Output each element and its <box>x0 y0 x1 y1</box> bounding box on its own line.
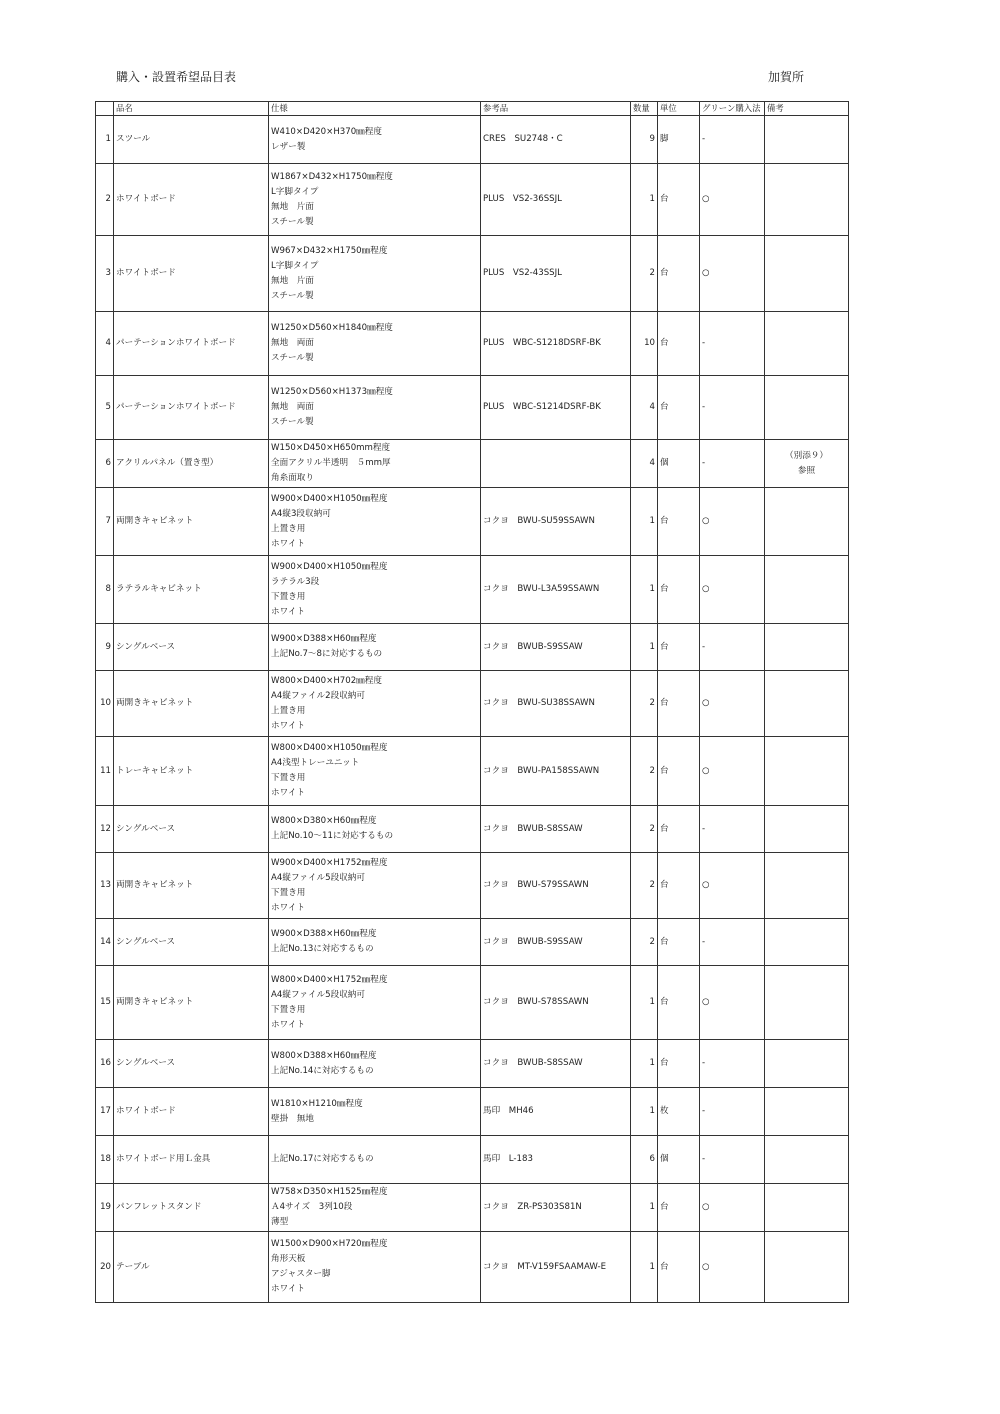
spec-cell <box>269 312 481 376</box>
unit-cell: 個 <box>658 1136 700 1184</box>
spec-line: W800×D388×H60㎜程度 <box>271 1050 377 1061</box>
row-number-cell: 6 <box>96 440 114 488</box>
unit-cell: 台 <box>658 1040 700 1088</box>
spec-line: 上置き用 <box>271 523 306 534</box>
item-name-cell: ホワイトボード <box>114 236 269 312</box>
reference-product-cell: 馬印 MH46 <box>481 1088 631 1136</box>
spec-cell <box>269 624 481 671</box>
spec-line: スチール製 <box>271 353 314 363</box>
unit-cell: 台 <box>658 236 700 312</box>
row-number-cell: 1 <box>96 116 114 164</box>
spec-cell <box>269 440 481 488</box>
table-row <box>96 1136 849 1184</box>
reference-product-cell: CRES SU2748・C <box>481 116 631 164</box>
row-number-cell: 16 <box>96 1040 114 1088</box>
quantity-cell: 9 <box>631 116 658 164</box>
spec-line: W900×D388×H60㎜程度 <box>271 929 377 939</box>
reference-product-cell: PLUS WBC-S1218DSRF-BK <box>481 312 631 376</box>
green-purchase-cell: - <box>700 624 765 671</box>
spec-line: W967×D432×H1750㎜程度 <box>271 245 388 256</box>
quantity-cell: 4 <box>631 440 658 488</box>
header-reference: 参考品 <box>481 102 631 116</box>
quantity-cell: 1 <box>631 1040 658 1088</box>
reference-product-cell: コクヨ BWUB-S8SSAW <box>481 806 631 853</box>
spec-line: 無地 片面 <box>271 201 314 212</box>
item-name-cell: ラテラルキャビネット <box>114 556 269 624</box>
table-row <box>96 1232 849 1303</box>
item-name-cell: パンフレットスタンド <box>114 1184 269 1232</box>
note-cell <box>765 671 849 737</box>
unit-cell: 個 <box>658 440 700 488</box>
spec-line: アジャスター脚 <box>271 1269 331 1279</box>
green-purchase-cell: - <box>700 1136 765 1184</box>
spec-cell <box>269 1088 481 1136</box>
item-name-cell: パーテーションホワイトボード <box>114 312 269 376</box>
spec-line: W900×D388×H60㎜程度 <box>271 634 377 644</box>
unit-cell: 台 <box>658 164 700 236</box>
reference-product-cell: PLUS VS2-43SSJL <box>481 236 631 312</box>
reference-product-cell: コクヨ BWU-L3A59SSAWN <box>481 556 631 624</box>
green-purchase-cell: - <box>700 1088 765 1136</box>
spec-line: ホワイト <box>271 788 306 798</box>
spec-line: 下置き用 <box>271 773 306 783</box>
note-line: （別添９） <box>785 450 828 461</box>
green-purchase-cell: ○ <box>700 737 765 806</box>
item-name-cell: 両開きキャビネット <box>114 966 269 1040</box>
spec-cell <box>269 1040 481 1088</box>
unit-cell: 脚 <box>658 116 700 164</box>
table-row <box>96 116 849 164</box>
spec-line: Ａ4サイズ 3列10段 <box>271 1202 353 1212</box>
item-name-cell: アクリルパネル（置き型） <box>114 440 269 488</box>
note-cell <box>765 1040 849 1088</box>
spec-line: 無地 両面 <box>271 338 314 348</box>
quantity-cell: 1 <box>631 1088 658 1136</box>
green-purchase-cell: ○ <box>700 853 765 919</box>
reference-product-cell: コクヨ MT-V159FSAAMAW-E <box>481 1232 631 1303</box>
green-purchase-cell: ○ <box>700 488 765 556</box>
green-purchase-cell: ○ <box>700 966 765 1040</box>
quantity-cell: 4 <box>631 376 658 440</box>
table-row <box>96 737 849 806</box>
table-row <box>96 312 849 376</box>
spec-line: W410×D420×H370㎜程度 <box>271 126 382 137</box>
table-row <box>96 966 849 1040</box>
table-row <box>96 488 849 556</box>
unit-cell: 台 <box>658 966 700 1040</box>
spec-line: 下置き用 <box>271 887 306 898</box>
unit-cell: 枚 <box>658 1088 700 1136</box>
table-row <box>96 919 849 966</box>
spec-line: ホワイト <box>271 1284 306 1294</box>
green-purchase-cell: ○ <box>700 1184 765 1232</box>
quantity-cell: 2 <box>631 919 658 966</box>
reference-product-cell: 馬印 L-183 <box>481 1136 631 1184</box>
note-cell <box>765 624 849 671</box>
row-number-cell: 2 <box>96 164 114 236</box>
spec-cell <box>269 806 481 853</box>
green-purchase-cell: - <box>700 919 765 966</box>
quantity-cell: 2 <box>631 737 658 806</box>
green-purchase-cell: - <box>700 1040 765 1088</box>
quantity-cell: 2 <box>631 236 658 312</box>
spec-line: 角糸面取り <box>271 473 314 483</box>
item-name-cell: スツール <box>114 116 269 164</box>
quantity-cell: 1 <box>631 624 658 671</box>
table-row <box>96 1184 849 1232</box>
row-number-cell: 18 <box>96 1136 114 1184</box>
spec-line: 下置き用 <box>271 1004 306 1015</box>
unit-cell: 台 <box>658 919 700 966</box>
spec-line: W800×D400×H1752㎜程度 <box>271 974 388 985</box>
spec-cell <box>269 116 481 164</box>
spec-line: A4縦ファイル5段収納可 <box>271 872 365 883</box>
item-name-cell: 両開きキャビネット <box>114 488 269 556</box>
spec-line: ホワイト <box>271 1019 306 1030</box>
header-spec: 仕様 <box>269 102 481 116</box>
spec-cell <box>269 236 481 312</box>
green-purchase-cell: - <box>700 376 765 440</box>
item-name-cell: シングルベース <box>114 919 269 966</box>
item-name-cell: ホワイトボード <box>114 164 269 236</box>
quantity-cell: 1 <box>631 966 658 1040</box>
spec-line: W800×D380×H60㎜程度 <box>271 816 377 826</box>
reference-product-cell: コクヨ BWU-S79SSAWN <box>481 853 631 919</box>
spec-line: 上記No.13に対応するもの <box>271 944 374 954</box>
quantity-cell: 2 <box>631 806 658 853</box>
green-purchase-cell: - <box>700 312 765 376</box>
table-row <box>96 806 849 853</box>
note-cell <box>765 1232 849 1303</box>
note-cell <box>765 966 849 1040</box>
spec-line: W1250×D560×H1840㎜程度 <box>271 323 393 333</box>
spec-line: 薄型 <box>271 1217 289 1227</box>
reference-product-cell: コクヨ BWUB-S9SSAW <box>481 919 631 966</box>
reference-product-cell: コクヨ BWU-SU38SSAWN <box>481 671 631 737</box>
item-name-cell: シングルベース <box>114 1040 269 1088</box>
table-row <box>96 1040 849 1088</box>
item-name-cell: シングルベース <box>114 806 269 853</box>
reference-product-cell: コクヨ BWUB-S9SSAW <box>481 624 631 671</box>
row-number-cell: 19 <box>96 1184 114 1232</box>
reference-product-cell <box>481 440 631 488</box>
green-purchase-cell: ○ <box>700 236 765 312</box>
spec-cell <box>269 966 481 1040</box>
spec-line: スチール製 <box>271 216 314 227</box>
reference-product-cell: コクヨ BWU-PA158SSAWN <box>481 737 631 806</box>
spec-line: W800×D400×H702㎜程度 <box>271 675 382 686</box>
spec-cell <box>269 1184 481 1232</box>
header-name: 品名 <box>114 102 269 116</box>
note-cell <box>765 1136 849 1184</box>
green-purchase-cell: ○ <box>700 164 765 236</box>
unit-cell: 台 <box>658 853 700 919</box>
row-number-cell: 11 <box>96 737 114 806</box>
item-name-cell: トレーキャビネット <box>114 737 269 806</box>
row-number-cell: 17 <box>96 1088 114 1136</box>
table-row <box>96 164 849 236</box>
note-cell <box>765 919 849 966</box>
green-purchase-cell: ○ <box>700 556 765 624</box>
row-number-cell: 12 <box>96 806 114 853</box>
item-name-cell: ホワイトボード <box>114 1088 269 1136</box>
reference-product-cell: PLUS VS2-36SSJL <box>481 164 631 236</box>
spec-line: A4縦3段収納可 <box>271 508 331 519</box>
spec-line: W900×D400×H1050㎜程度 <box>271 493 388 504</box>
spec-line: スチール製 <box>271 290 314 301</box>
table-row <box>96 556 849 624</box>
unit-cell: 台 <box>658 806 700 853</box>
table-row <box>96 624 849 671</box>
quantity-cell: 1 <box>631 556 658 624</box>
row-number-cell: 20 <box>96 1232 114 1303</box>
reference-product-cell: PLUS WBC-S1214DSRF-BK <box>481 376 631 440</box>
note-cell <box>765 1184 849 1232</box>
table-row <box>96 1088 849 1136</box>
note-cell <box>765 488 849 556</box>
green-purchase-cell: - <box>700 116 765 164</box>
spec-line: W1500×D900×H720㎜程度 <box>271 1239 388 1249</box>
quantity-cell: 2 <box>631 671 658 737</box>
note-line: 参照 <box>797 465 816 476</box>
green-purchase-cell: - <box>700 440 765 488</box>
row-number-cell: 5 <box>96 376 114 440</box>
spec-cell <box>269 376 481 440</box>
note-cell <box>765 556 849 624</box>
row-number-cell: 3 <box>96 236 114 312</box>
spec-line: スチール製 <box>271 417 314 427</box>
header-green-purchase: グリーン購入法 <box>700 102 765 116</box>
unit-cell: 台 <box>658 556 700 624</box>
spec-line: 無地 片面 <box>271 275 314 286</box>
header-no <box>96 102 114 116</box>
item-name-cell: シングルベース <box>114 624 269 671</box>
spec-cell <box>269 671 481 737</box>
spec-line: W900×D400×H1752㎜程度 <box>271 857 388 868</box>
spec-line: A4浅型トレーユニット <box>271 758 360 768</box>
header-note: 備考 <box>765 102 849 116</box>
note-cell <box>765 806 849 853</box>
spec-cell <box>269 488 481 556</box>
note-cell <box>765 1088 849 1136</box>
spec-line: 無地 両面 <box>271 402 314 412</box>
row-number-cell: 10 <box>96 671 114 737</box>
spec-line: ホワイト <box>271 720 306 731</box>
table-row <box>96 376 849 440</box>
spec-cell <box>269 737 481 806</box>
items-table <box>95 101 849 1303</box>
spec-line: 上置き用 <box>271 705 306 716</box>
spec-line: 角形天板 <box>271 1254 306 1264</box>
spec-line: ホワイト <box>271 538 306 549</box>
spec-line: W1250×D560×H1373㎜程度 <box>271 387 393 397</box>
header-unit: 単位 <box>658 102 700 116</box>
note-cell <box>765 312 849 376</box>
green-purchase-cell: ○ <box>700 671 765 737</box>
note-cell <box>765 236 849 312</box>
item-name-cell: ホワイトボード用Ｌ金具 <box>114 1136 269 1184</box>
table-row <box>96 853 849 919</box>
spec-cell <box>269 1232 481 1303</box>
spec-line: A4縦ファイル5段収納可 <box>271 989 365 1000</box>
spec-cell <box>269 853 481 919</box>
note-cell <box>765 116 849 164</box>
spec-line: 上記No.17に対応するもの <box>271 1154 374 1164</box>
spec-line: ホワイト <box>271 606 306 617</box>
item-name-cell: テーブル <box>114 1232 269 1303</box>
row-number-cell: 8 <box>96 556 114 624</box>
spec-line: W1867×D432×H1750㎜程度 <box>271 171 393 182</box>
row-number-cell: 13 <box>96 853 114 919</box>
item-name-cell: 両開きキャビネット <box>114 853 269 919</box>
row-number-cell: 9 <box>96 624 114 671</box>
table-body <box>96 116 849 1303</box>
spec-line: W1810×H1210㎜程度 <box>271 1098 363 1109</box>
office-name: 加賀所 <box>768 70 805 84</box>
green-purchase-cell: - <box>700 806 765 853</box>
reference-product-cell: コクヨ BWUB-S8SSAW <box>481 1040 631 1088</box>
spec-line: 上記No.10～11に対応するもの <box>271 831 394 841</box>
row-number-cell: 15 <box>96 966 114 1040</box>
quantity-cell: 10 <box>631 312 658 376</box>
note-cell <box>765 164 849 236</box>
spec-cell <box>269 1136 481 1184</box>
note-cell <box>765 440 849 488</box>
spec-line: 下置き用 <box>271 591 306 602</box>
spec-line: 全面アクリル半透明 ５mm厚 <box>271 458 391 468</box>
spec-cell <box>269 919 481 966</box>
quantity-cell: 2 <box>631 853 658 919</box>
reference-product-cell: コクヨ BWU-S78SSAWN <box>481 966 631 1040</box>
spec-line: 壁掛 無地 <box>271 1113 314 1124</box>
row-number-cell: 7 <box>96 488 114 556</box>
spec-line: W758×D350×H1525㎜程度 <box>271 1187 388 1197</box>
quantity-cell: 6 <box>631 1136 658 1184</box>
quantity-cell: 1 <box>631 1184 658 1232</box>
spec-line: W150×D450×H650mm程度 <box>271 443 391 453</box>
spec-cell <box>269 164 481 236</box>
quantity-cell: 1 <box>631 488 658 556</box>
unit-cell: 台 <box>658 737 700 806</box>
spec-line: L字脚タイプ <box>271 260 319 271</box>
table-row <box>96 671 849 737</box>
spec-line: ラテラル3段 <box>271 576 320 587</box>
reference-product-cell: コクヨ BWU-SU59SSAWN <box>481 488 631 556</box>
row-number-cell: 4 <box>96 312 114 376</box>
unit-cell: 台 <box>658 312 700 376</box>
item-name-cell: パーテーションホワイトボード <box>114 376 269 440</box>
spec-line: 上記No.14に対応するもの <box>271 1065 374 1076</box>
header-qty: 数量 <box>631 102 658 116</box>
spec-cell <box>269 556 481 624</box>
quantity-cell: 1 <box>631 164 658 236</box>
note-cell <box>765 737 849 806</box>
green-purchase-cell: ○ <box>700 1232 765 1303</box>
spec-line: W900×D400×H1050㎜程度 <box>271 561 388 572</box>
unit-cell: 台 <box>658 488 700 556</box>
unit-cell: 台 <box>658 671 700 737</box>
unit-cell: 台 <box>658 1184 700 1232</box>
spec-line: A4縦ファイル2段収納可 <box>271 690 365 701</box>
document-title: 購入・設置希望品目表 <box>116 70 237 84</box>
item-name-cell: 両開きキャビネット <box>114 671 269 737</box>
spec-line: L字脚タイプ <box>271 186 319 197</box>
table-row <box>96 440 849 488</box>
spec-line: ホワイト <box>271 902 306 913</box>
table-header-row <box>96 102 849 116</box>
unit-cell: 台 <box>658 624 700 671</box>
spec-line: W800×D400×H1050㎜程度 <box>271 743 388 753</box>
unit-cell: 台 <box>658 1232 700 1303</box>
spec-line: レザー製 <box>271 141 306 152</box>
row-number-cell: 14 <box>96 919 114 966</box>
table-row <box>96 236 849 312</box>
spec-line: 上記No.7～8に対応するもの <box>271 649 383 659</box>
reference-product-cell: コクヨ ZR-PS303S81N <box>481 1184 631 1232</box>
quantity-cell: 1 <box>631 1232 658 1303</box>
note-cell <box>765 853 849 919</box>
note-cell <box>765 376 849 440</box>
unit-cell: 台 <box>658 376 700 440</box>
